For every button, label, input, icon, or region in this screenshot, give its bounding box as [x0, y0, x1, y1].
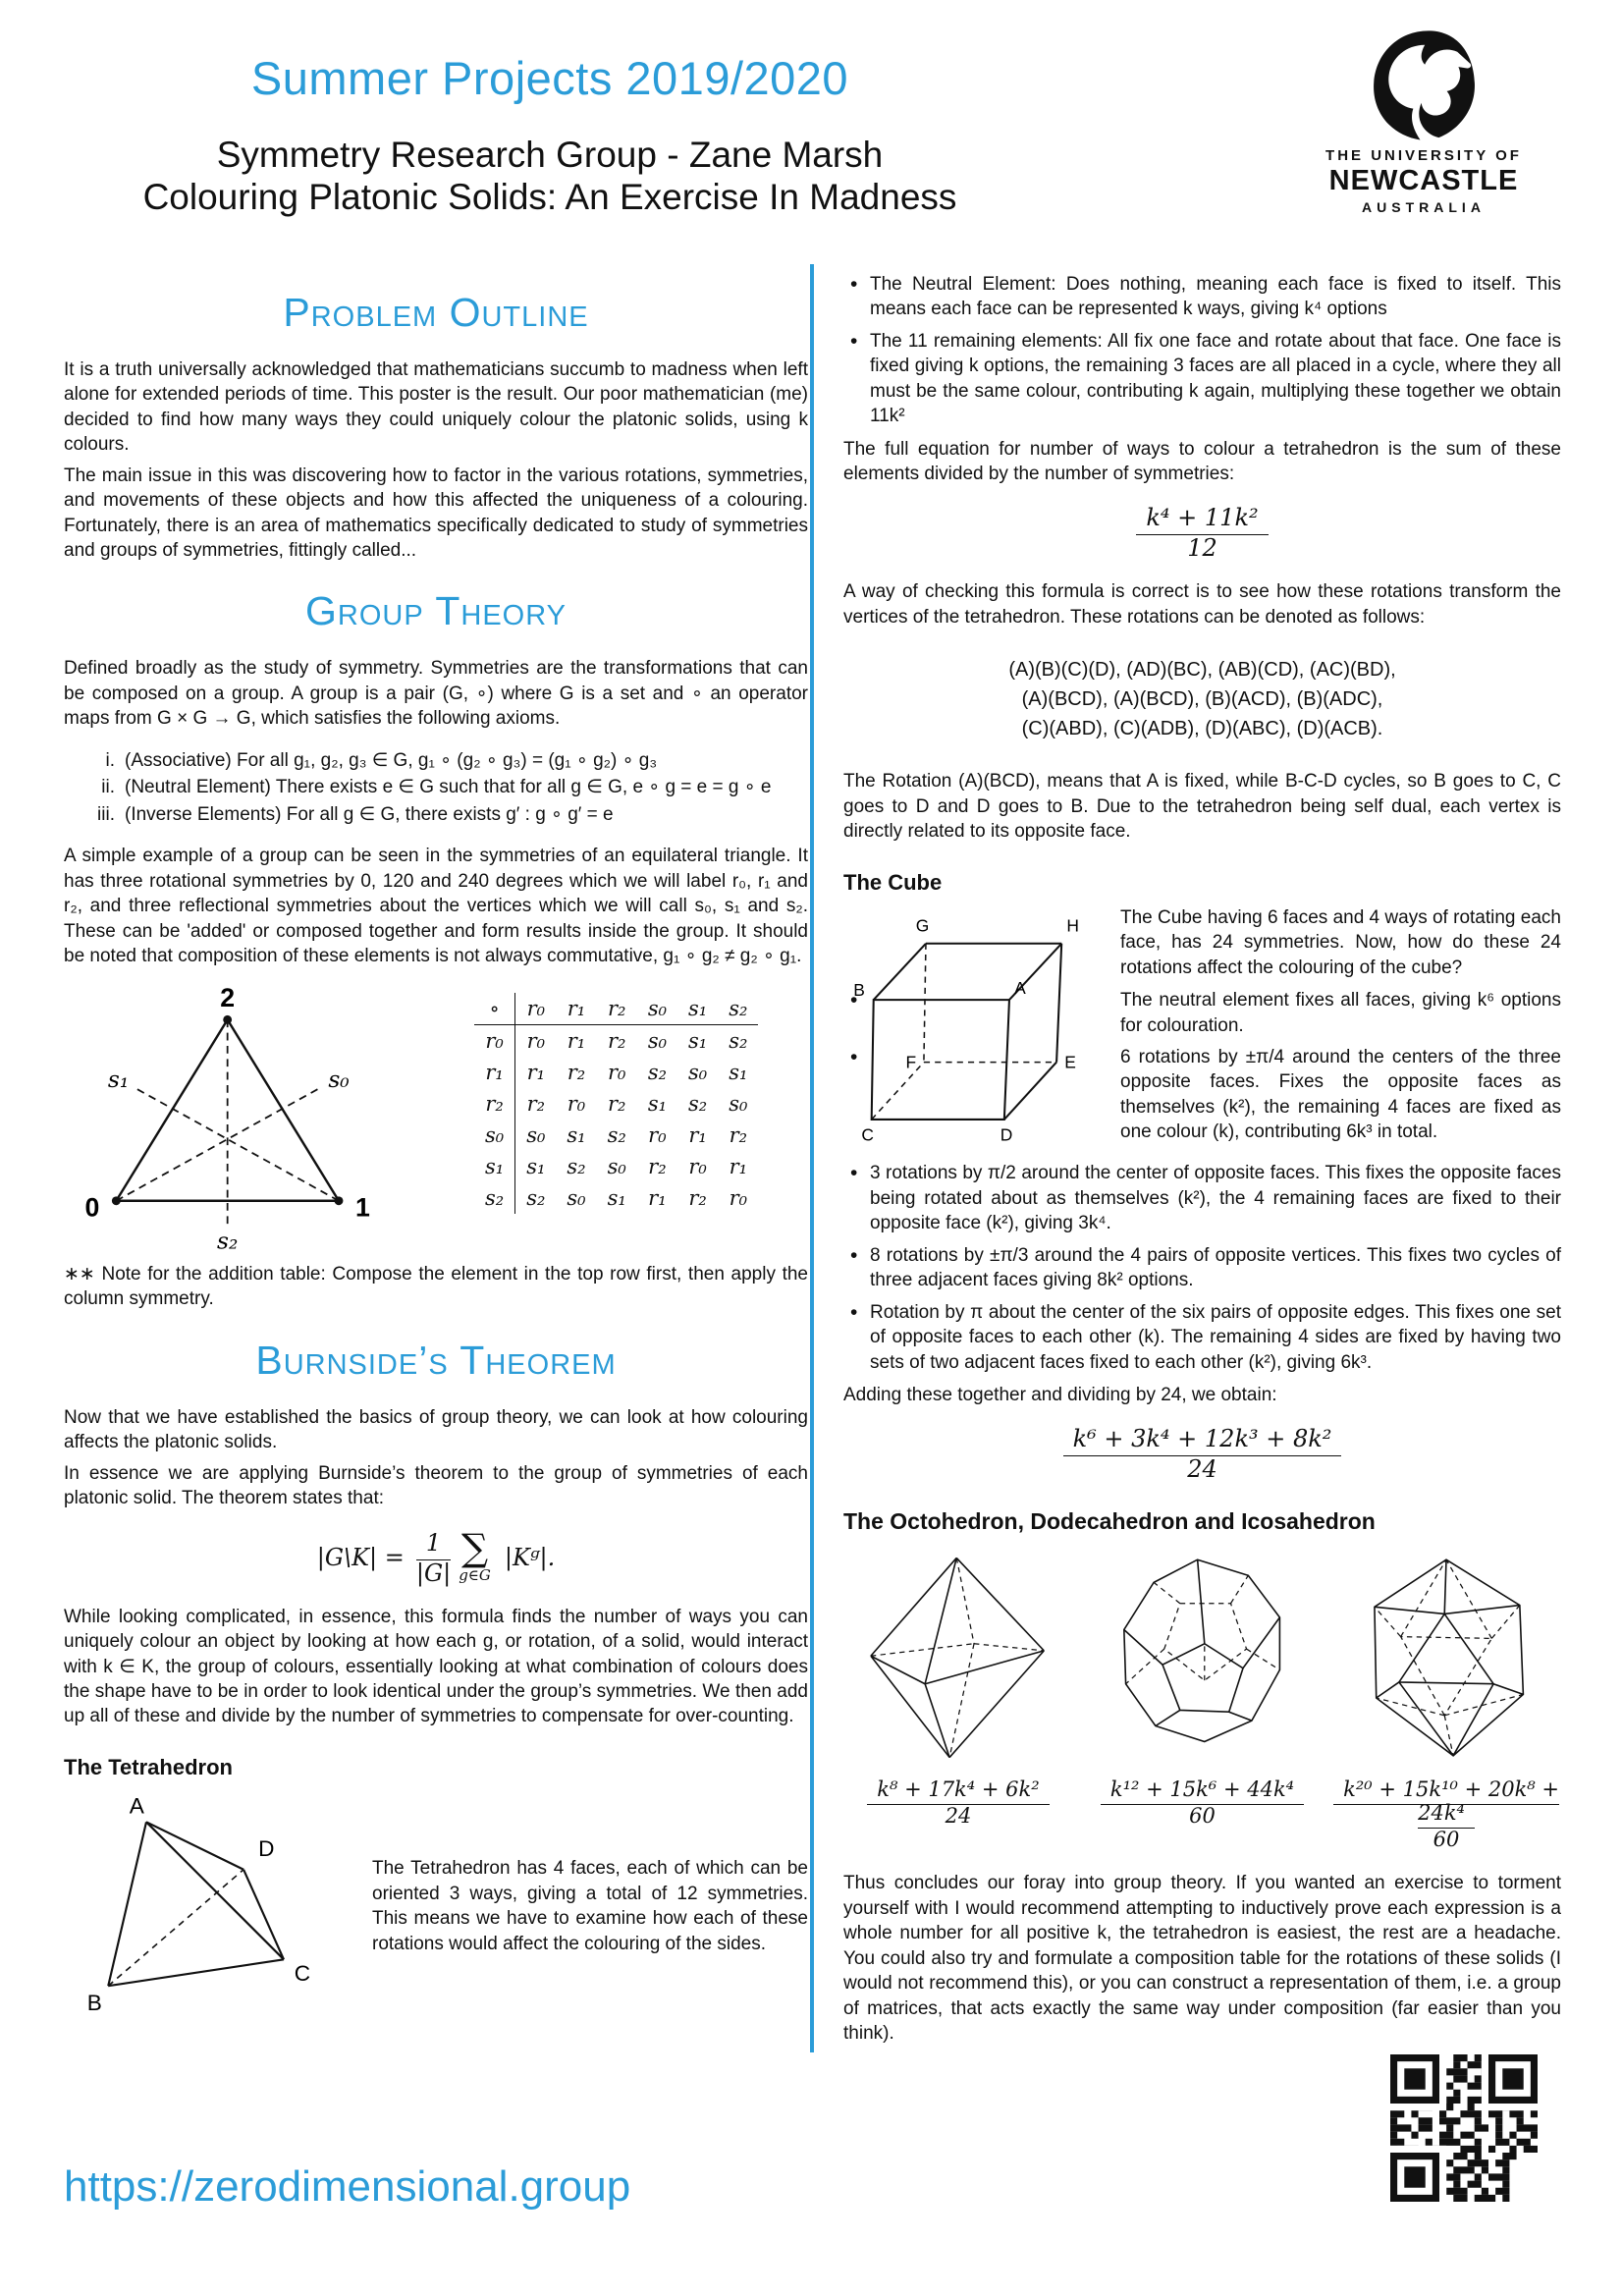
octahedron-figure: [862, 1553, 1054, 1763]
tetrahedron-bullet-list: [843, 272, 1561, 429]
cayley-cell: r₁: [729, 1154, 748, 1178]
heading-the-tetrahedron: The Tetrahedron: [64, 1754, 233, 1779]
cayley-row: [474, 1088, 758, 1120]
triangle-vertex-1: 1: [355, 1192, 370, 1223]
triangle-example-para: A simple example of a group can be seen in the symmetries of an equilateral triangle. It has three rotational symmetries by 0, 120 and 240 degrees which we will label r₀, r₁ and r₂, and three reflectional symmetries about the vertices which we will call s₀, s₁ and s₂. These can be 'added' or composed together and form results inside the group. It should be noted that composition of these elements is not always commutative, g₁ ∘ g₂ ≠ g₂ ∘ g₁.: [64, 846, 808, 967]
cayley-cell: r₀: [567, 1091, 586, 1116]
rotation-notation-block: [843, 655, 1561, 743]
cayley-row-label: r₀: [474, 1024, 515, 1057]
cayley-table: [474, 993, 758, 1214]
cayley-cell: r₂: [607, 1028, 626, 1053]
tetrahedron-text: The Tetrahedron has 4 faces, each of which can be oriented 3 ways, giving a total of 12 symmetries. This means we have to examine how each of these rotations would affect the colouring of the sides.: [372, 1858, 808, 1954]
cayley-cell: s₀: [729, 1091, 748, 1116]
cayley-row-label: s₀: [474, 1120, 515, 1151]
cayley-row: [474, 1024, 758, 1057]
logo-text-newcastle: NEWCASTLE: [1328, 165, 1519, 196]
footer-url-link[interactable]: https://zerodimensional.group: [64, 2162, 631, 2211]
rotation-line-3: (C)(ABD), (C)(ADB), (D)(ABC), (D)(ACB).: [1021, 718, 1383, 740]
cayley-cell: r₀: [607, 1060, 626, 1084]
cayley-cell: r₂: [648, 1154, 667, 1178]
cayley-cell: s₁: [526, 1154, 546, 1178]
cube-bullet-half-turns: • 3 rotations by π/2 around the center of opposite faces. This fixes the opposite faces being rotated about as themselves (k²), the 4 remaining faces are fixed to their opposite face (k²), giving 3k⁴.: [843, 1161, 1561, 1235]
cube-bullet-edge-rotations: • Rotation by π about the center of the six pairs of opposite edges. This fixes one set of opposite faces to each other (k). The remaining 4 sides are fixed by having two sets of two adjacent faces fixed to each other (k²), giving 6k³.: [843, 1300, 1561, 1375]
burnside-formula-sum: [459, 1526, 491, 1585]
cayley-table-note: ∗∗ Note for the addition table: Compose the element in the top row first, then apply the column symmetry.: [64, 1263, 808, 1310]
fraction-denominator: 24: [945, 1804, 972, 1829]
icosahedron-block: [1331, 1553, 1561, 1851]
heading-problem-outline: Problem Outline: [283, 289, 589, 335]
heading-the-cube: The Cube: [843, 869, 943, 895]
axiom-number: iii.: [97, 803, 115, 825]
qr-code: [1390, 2054, 1538, 2202]
fraction-numerator: k⁸ + 17k⁴ + 6k²: [867, 1777, 1049, 1805]
cayley-cell: s₂: [688, 1091, 708, 1116]
axiom-text: (Neutral Element) There exists e ∈ G such that for all g ∈ G, e ∘ g = e = g ∘ e: [125, 777, 772, 798]
tetrahedron-section: [64, 1790, 808, 2023]
burnside-formula: [64, 1526, 808, 1587]
cube-bullet-vertex-rotations: • 8 rotations by ±π/3 around the 4 pairs of opposite vertices. This fixes two cycles of three adjacent faces giving 8k² options.: [843, 1243, 1561, 1293]
cube-vertex-b: B: [853, 979, 865, 1000]
bullet-neutral-element: • The Neutral Element: Does nothing, meaning each face is fixed to itself. This means each face can be represented k ways, giving k⁴ options: [843, 272, 1561, 322]
conclusion-paragraph: Thus concludes our foray into group theory. If you wanted an exercise to torment yourself with I would recommend attempting to inductively prove each expression is a whole number for all positive k, the tetrahedron is easiest, the rest are a headache. You could also try and formulate a composition table for the rotations of these solids (I would not recommend this), or you can construct a representation of them, i.e. a group of matrices, that acts exactly the same way under composition (far easier than you think).: [843, 1873, 1561, 2045]
rotation-line-2: (A)(BCD), (A)(BCD), (B)(ACD), (B)(ADC),: [1021, 688, 1383, 711]
tetrahedron-figure: [64, 1790, 339, 2023]
fraction-denominator: 60: [1189, 1804, 1216, 1829]
cube-vertex-h: H: [1066, 915, 1079, 936]
left-column: [64, 264, 808, 2052]
fraction-numerator: k¹² + 15k⁶ + 44k⁴: [1101, 1777, 1304, 1805]
tetra-vertex-d: D: [258, 1835, 275, 1861]
icosahedron-figure: [1350, 1553, 1542, 1763]
cayley-row-label: s₁: [474, 1151, 515, 1182]
fraction-denominator: 24: [1187, 1455, 1217, 1484]
poster-subtitle: [0, 135, 1100, 219]
octahedron-block: [843, 1553, 1073, 1851]
sigma-subscript: g∈G: [459, 1566, 491, 1585]
burnside-formula-lhs: |G\K| =: [316, 1544, 405, 1572]
sigma-icon: ∑: [460, 1526, 489, 1570]
cayley-cell: s₂: [729, 1028, 748, 1053]
cayley-col-header: s₂: [718, 993, 758, 1025]
tetra-vertex-a: A: [129, 1793, 144, 1819]
cube-adding-text: Adding these together and dividing by 24, we obtain:: [843, 1384, 1277, 1405]
axiom-text: (Associative) For all g₁, g₂, g₃ ∈ G, g₁ ∘ (g₂ ∘ g₃) = (g₁ ∘ g₂) ∘ g₃: [125, 749, 658, 771]
cayley-cell: s₂: [567, 1154, 586, 1178]
newcastle-horse-icon: [1366, 27, 1482, 143]
cube-section: [843, 905, 1561, 1375]
cayley-row-label: s₂: [474, 1182, 515, 1214]
cube-vertex-e: E: [1064, 1052, 1076, 1072]
cayley-col-header: s₀: [637, 993, 677, 1025]
university-logo: [1306, 27, 1541, 215]
cayley-cell: r₁: [567, 1028, 586, 1053]
cayley-cell: r₀: [729, 1185, 748, 1210]
cayley-cell: s₁: [647, 1091, 668, 1116]
cayley-cell: s₀: [688, 1060, 708, 1084]
cayley-cell: r₀: [526, 1028, 546, 1053]
cayley-cell: r₂: [607, 1091, 626, 1116]
other-solids-row: [843, 1553, 1561, 1851]
axiom-number: ii.: [101, 777, 115, 798]
bullet-remaining-elements: • The 11 remaining elements: All fix one face and rotate about that face. One face is fixed giving k options, the remaining 3 faces are all placed in a cycle, where they all must be the same colour, contributing k again, multiplying these together we obtain 11k²: [843, 329, 1561, 429]
fraction-numerator: k⁶ + 3k⁴ + 12k³ + 8k²: [1063, 1425, 1342, 1456]
rotation-line-1: (A)(B)(C)(D), (AD)(BC), (AB)(CD), (AC)(BD),: [1008, 659, 1396, 682]
heading-group-theory: Group Theory: [305, 588, 567, 634]
dodecahedron-block: [1088, 1553, 1318, 1851]
cube-bullet-quarter-turns: • 6 rotations by ±π/4 around the centers of the three opposite faces. Fixes the opposite faces as themselves (k²), the remaining 4 faces are fixed as one colour (k), contributing 6k³ in total.: [843, 1045, 1561, 1145]
poster-header: [0, 0, 1622, 219]
cube-bullet-neutral: • The neutral element fixes all faces, giving k⁶ options for colouration.: [843, 988, 1561, 1038]
icosahedron-formula: [1331, 1777, 1561, 1851]
cayley-cell: s₀: [526, 1122, 546, 1147]
cayley-row: [474, 1057, 758, 1088]
cayley-row-label: r₂: [474, 1088, 515, 1120]
subtitle-line-2: Colouring Platonic Solids: An Exercise In Madness: [142, 176, 957, 217]
cayley-header-row: [474, 993, 758, 1025]
cayley-cell: s₁: [607, 1185, 626, 1210]
axis-label-s0: s₀: [328, 1065, 350, 1093]
cube-vertex-c: C: [861, 1124, 875, 1145]
subtitle-line-1: Symmetry Research Group - Zane Marsh: [216, 135, 884, 175]
burnside-formula-rhs: |Kᵍ|.: [504, 1544, 556, 1572]
cayley-cell: r₁: [526, 1060, 546, 1084]
axiom-list: [74, 747, 808, 829]
cayley-cell: s₂: [526, 1185, 546, 1210]
cayley-cell: s₁: [567, 1122, 586, 1147]
cayley-cell: s₀: [647, 1028, 668, 1053]
cube-vertex-g: G: [915, 915, 930, 936]
fraction-numerator: k²⁰ + 15k¹⁰ + 20k⁸ + 24k⁴: [1333, 1777, 1559, 1829]
axis-label-s2: s₂: [217, 1227, 239, 1254]
heading-other-solids: The Octohedron, Dodecahedron and Icosahedron: [843, 1508, 1376, 1535]
tetra-vertex-b: B: [86, 1990, 102, 2015]
heading-burnsides-theorem: Burnside’s Theorem: [255, 1337, 617, 1383]
problem-outline-para-2: The main issue in this was discovering how to factor in the various rotations, symmetries, and movements of these objects and how this affected the uniqueness of a colouring. Fortunately, there is an area of mathematics specifically dedicated to study of symmetries and groups of symmetries, fittingly called...: [64, 465, 808, 561]
right-column: [814, 264, 1561, 2052]
axiom-associative: [74, 747, 808, 775]
burnside-para-2: In essence we are applying Burnside’s theorem to the group of symmetries of each platonic solid. The theorem states that:: [64, 1462, 808, 1509]
burnside-para-3: While looking complicated, in essence, this formula finds the number of ways you can uniquely colour an object by looking at how each g, or rotation, of a solid, would interact with k ∈ K, the group of colours, essentially looking at what combination of colours does the shape have to be in order to look identical under the group’s symmetries. We then add up all of these and divide by the number of symmetries to compensate for over-counting.: [64, 1606, 808, 1727]
cayley-col-header: r₂: [597, 993, 637, 1025]
cayley-cell: r₀: [648, 1122, 667, 1147]
equilateral-triangle-figure: [64, 987, 457, 1254]
logo-text-australia: AUSTRALIA: [1362, 199, 1486, 215]
triangle-and-table-row: [64, 987, 808, 1254]
fraction-denominator: 60: [1433, 1828, 1460, 1852]
cayley-col-header: r₁: [556, 993, 596, 1025]
tetra-vertex-c: C: [294, 1960, 311, 1986]
group-theory-intro: Defined broadly as the study of symmetry. Symmetries are the transformations that can be composed on a group. A group is a pair (G, ∘) where G is a set and ∘ an operator maps from G × G → G, which satisfies the following axioms.: [64, 658, 808, 730]
full-equation-text: The full equation for number of ways to colour a tetrahedron is the sum of these elements divided by the number of symmetries:: [843, 438, 1561, 484]
cube-bullet-list-full: [843, 1161, 1561, 1375]
cayley-col-header: s₁: [677, 993, 718, 1025]
axiom-neutral: [74, 774, 808, 801]
cayley-col-header: r₀: [515, 993, 557, 1025]
burnside-formula-fraction: [416, 1529, 451, 1587]
cayley-cell: s₀: [567, 1185, 586, 1210]
fraction-denominator: |G|: [415, 1558, 452, 1587]
cayley-cell: s₂: [647, 1060, 668, 1084]
logo-text-university-of: THE UNIVERSITY OF: [1325, 147, 1522, 164]
cube-vertex-a: A: [1014, 977, 1026, 998]
cube-vertex-f: F: [905, 1052, 917, 1072]
octahedron-formula: [843, 1777, 1073, 1828]
checking-formula-text: A way of checking this formula is correct is to see how these rotations transform the vertices of the tetrahedron. These rotations can be denoted as follows:: [843, 581, 1561, 628]
cayley-operator: ∘: [474, 993, 515, 1025]
cayley-row: [474, 1120, 758, 1151]
cayley-cell: s₁: [688, 1028, 708, 1053]
cube-formula-fraction: [1063, 1425, 1342, 1483]
cayley-cell: r₂: [729, 1122, 748, 1147]
poster-body: [64, 264, 1561, 2052]
axiom-number: i.: [105, 749, 115, 771]
cayley-cell: s₁: [729, 1060, 748, 1084]
rotation-explanation: The Rotation (A)(BCD), means that A is fixed, while B-C-D cycles, so B goes to C, C goes to D and D goes to B. Due to the tetrahedron being self dual, each vertex is directly related to its opposite face.: [843, 771, 1561, 843]
cube-formula: [843, 1425, 1561, 1483]
triangle-vertex-2: 2: [220, 986, 236, 1012]
cayley-cell: r₂: [688, 1185, 707, 1210]
tetrahedron-formula: [843, 504, 1561, 562]
cayley-row: [474, 1151, 758, 1182]
cayley-cell: r₀: [688, 1154, 707, 1178]
axiom-inverse: [74, 801, 808, 829]
cayley-cell: s₂: [607, 1122, 626, 1147]
cayley-cell: r₁: [648, 1185, 667, 1210]
cube-bullet-list-side: [843, 988, 1561, 1145]
fraction-denominator: 12: [1187, 534, 1217, 563]
cayley-row: [474, 1182, 758, 1214]
poster-title: Summer Projects 2019/2020: [250, 52, 849, 104]
tetrahedron-formula-fraction: [1136, 504, 1268, 562]
fraction-numerator: k⁴ + 11k²: [1136, 504, 1268, 535]
cayley-cell: r₁: [688, 1122, 707, 1147]
dodecahedron-formula: [1088, 1777, 1318, 1828]
cube-intro: The Cube having 6 faces and 4 ways of rotating each face, has 24 symmetries. Now, how do these 24 rotations affect the colouring of the cube?: [1120, 906, 1561, 978]
cayley-cell: r₂: [567, 1060, 586, 1084]
fraction-numerator: 1: [416, 1529, 451, 1560]
cayley-row-label: r₁: [474, 1057, 515, 1088]
axiom-text: (Inverse Elements) For all g ∈ G, there exists g′ : g ∘ g′ = e: [125, 803, 614, 825]
triangle-vertex-0: 0: [84, 1192, 100, 1223]
cayley-cell: r₂: [526, 1091, 546, 1116]
cayley-cell: s₀: [607, 1154, 626, 1178]
dodecahedron-figure: [1107, 1553, 1299, 1763]
cube-vertex-d: D: [1000, 1124, 1013, 1145]
burnside-para-1: Now that we have established the basics of group theory, we can look at how colouring affects the platonic solids.: [64, 1406, 808, 1453]
problem-outline-para-1: It is a truth universally acknowledged that mathematicians succumb to madness when left alone for extended periods of time. This poster is the result. Our poor mathematician (me) decided to find how many ways they could uniquely colour the platonic solids, using k colours.: [64, 358, 808, 456]
axis-label-s1: s₁: [107, 1065, 130, 1093]
